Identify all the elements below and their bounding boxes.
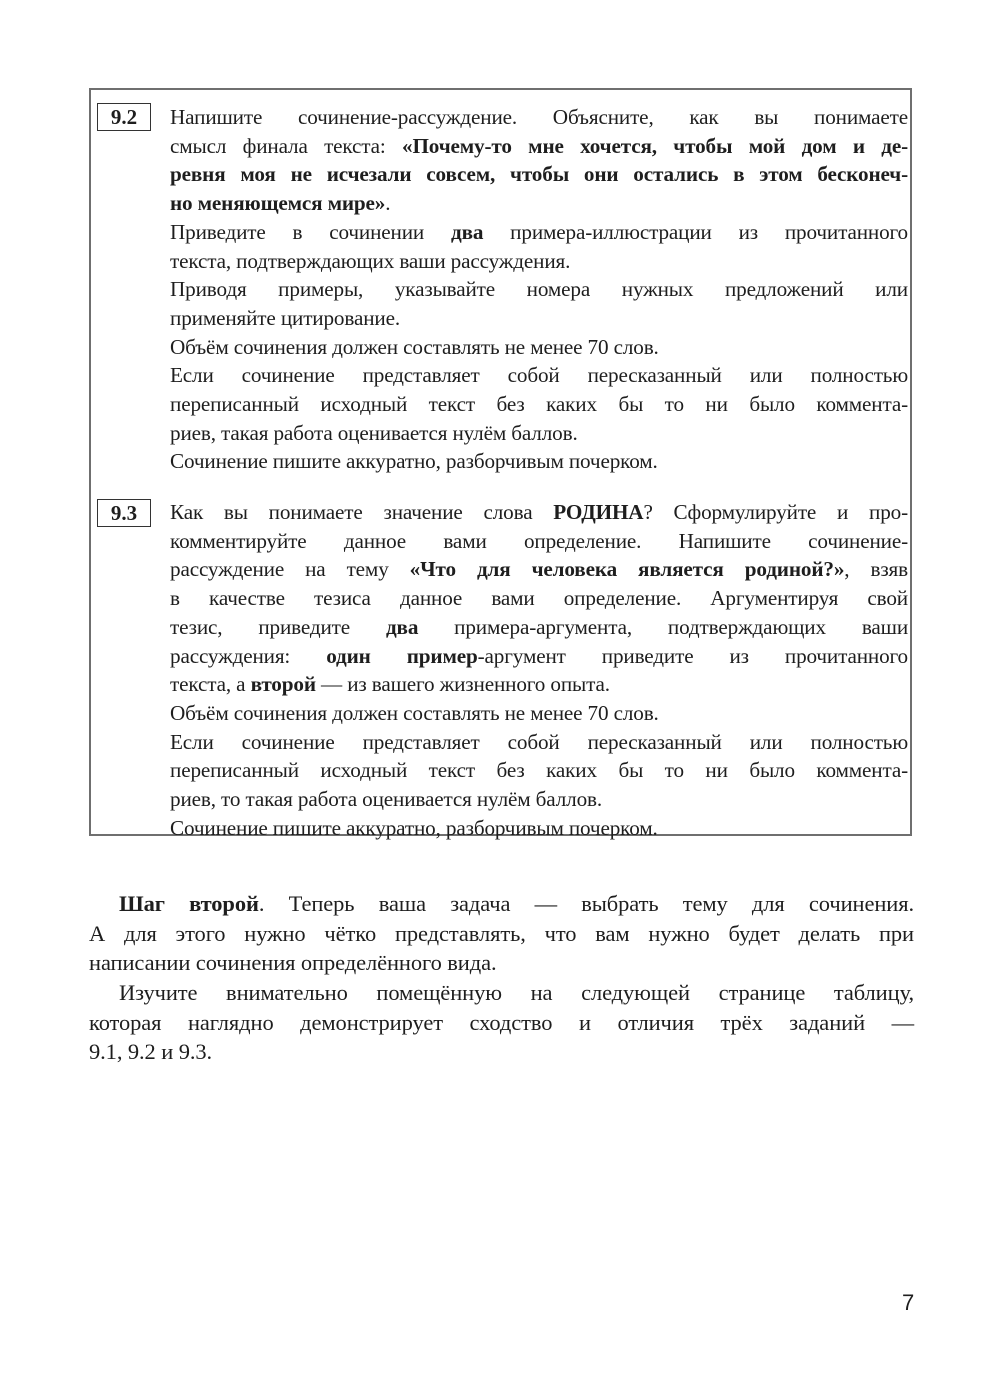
text-line	[170, 390, 908, 419]
text-run: примера-аргумента, подтверждающих ваши	[418, 614, 909, 639]
text-run: 9.1, 9.2 и 9.3.	[89, 1039, 213, 1064]
bold-text: один пример	[326, 643, 478, 668]
text-run: переписанный исходный текст без каких бы то ни было коммента-	[170, 392, 908, 417]
text-run: Сочинение пишите аккуратно, разборчивым почерком.	[170, 449, 658, 474]
text-run: Приведите в сочинении	[170, 219, 451, 244]
text-run: Приводя примеры, указывайте номера нужных предложений или	[170, 277, 908, 302]
text-run: Напишите сочинение-рассуждение. Объясните, как вы понимаете	[170, 105, 908, 129]
task-text	[170, 103, 908, 476]
bold-text: «Почему-то мне хочется, чтобы мой дом и де-	[402, 133, 908, 158]
task-text	[170, 498, 908, 842]
text-run: которая наглядно демонстрирует сходство и отличия трёх заданий —	[89, 1009, 914, 1035]
text-line	[170, 103, 908, 132]
text-line	[170, 218, 908, 247]
bold-text: «Что для человека является родиной?»	[409, 557, 845, 582]
text-line	[170, 642, 908, 671]
text-line	[170, 728, 908, 757]
text-run: Сочинение пишите аккуратно, разборчивым почерком.	[170, 815, 658, 840]
page-number: 7	[902, 1290, 915, 1315]
text-run: текста, подтверждающих ваши рассуждения.	[170, 248, 571, 273]
text-run: написании сочинения определённого вида.	[89, 950, 497, 975]
text-line	[170, 132, 908, 161]
text-line	[170, 333, 908, 362]
text-run: Объём сочинения должен составлять не менее 70 слов.	[170, 700, 659, 725]
text-run: А для этого нужно чётко представлять, что вам нужно будет делать при	[89, 920, 914, 946]
bold-text: Шаг второй	[119, 891, 259, 916]
bold-text: РОДИНА	[553, 500, 644, 524]
text-line	[170, 584, 908, 613]
text-run: риев, то такая работа оценивается нулём баллов.	[170, 787, 603, 812]
text-run: риев, такая работа оценивается нулём баллов.	[170, 420, 578, 445]
text-run: применяйте цитирование.	[170, 305, 400, 330]
text-run: .	[385, 191, 391, 216]
bold-text: два	[451, 219, 484, 244]
text-line	[170, 304, 908, 333]
paragraph-step-two	[89, 889, 914, 978]
text-line	[170, 160, 908, 189]
text-run: -аргумент приведите из прочитанного	[477, 643, 909, 668]
bold-text: но меняющемся мире»	[170, 191, 386, 216]
text-run: в качестве тезиса данное вами определение. Аргументируя свой	[170, 586, 908, 611]
text-line	[170, 555, 908, 584]
task-number-badge: 9.2	[97, 103, 151, 131]
text-run: , взяв	[844, 557, 908, 582]
text-run: рассуждения:	[170, 643, 327, 668]
text-run: Как вы понимаете значение слова	[170, 500, 554, 524]
bold-text: два	[385, 614, 419, 639]
text-line	[89, 889, 914, 919]
text-line	[170, 247, 908, 276]
text-run: . Теперь ваша задача — выбрать тему для сочинения.	[258, 891, 915, 916]
text-line	[170, 756, 908, 785]
bold-text: ревня моя не исчезали совсем, чтобы они остались в этом бесконеч-	[170, 162, 908, 187]
text-run: комментируйте данное вами определение. Напишите сочинение-	[170, 528, 908, 553]
text-run: ? Сформулируйте и про-	[643, 500, 908, 524]
text-line	[170, 613, 908, 642]
bold-text: второй	[250, 672, 316, 697]
text-line	[170, 699, 908, 728]
text-run: — из вашего жизненного опыта.	[315, 672, 610, 697]
text-run: Объём сочинения должен составлять не менее 70 слов.	[170, 334, 659, 359]
text-line	[170, 361, 908, 390]
text-run: переписанный исходный текст без каких бы то ни было коммента-	[170, 758, 908, 783]
text-line	[170, 527, 908, 556]
text-line	[170, 498, 908, 527]
text-line	[170, 670, 908, 699]
text-run: рассуждение на тему	[170, 557, 410, 582]
text-line	[170, 785, 908, 814]
text-line	[170, 419, 908, 448]
text-run: тезис, приведите	[170, 614, 386, 639]
task-frame	[89, 88, 912, 840]
text-line	[89, 919, 914, 949]
text-line	[170, 447, 908, 476]
text-line	[170, 189, 908, 218]
text-line	[170, 275, 908, 304]
text-run: примера-иллюстрации из прочитанного	[483, 219, 908, 244]
text-run: смысл финала текста:	[170, 133, 403, 158]
text-run: текста, а	[170, 672, 251, 697]
text-line	[89, 948, 914, 978]
text-line	[170, 814, 908, 843]
text-run: Изучите внимательно помещённую на следующей странице таблицу,	[119, 980, 914, 1005]
text-line	[89, 978, 914, 1008]
text-run: Если сочинение представляет собой пересказанный или полностью	[170, 729, 908, 754]
task-number-badge: 9.3	[97, 499, 151, 527]
text-line	[89, 1008, 914, 1038]
paragraph-study-table	[89, 978, 914, 1067]
text-line	[89, 1037, 914, 1067]
text-run: Если сочинение представляет собой пересказанный или полностью	[170, 363, 908, 388]
